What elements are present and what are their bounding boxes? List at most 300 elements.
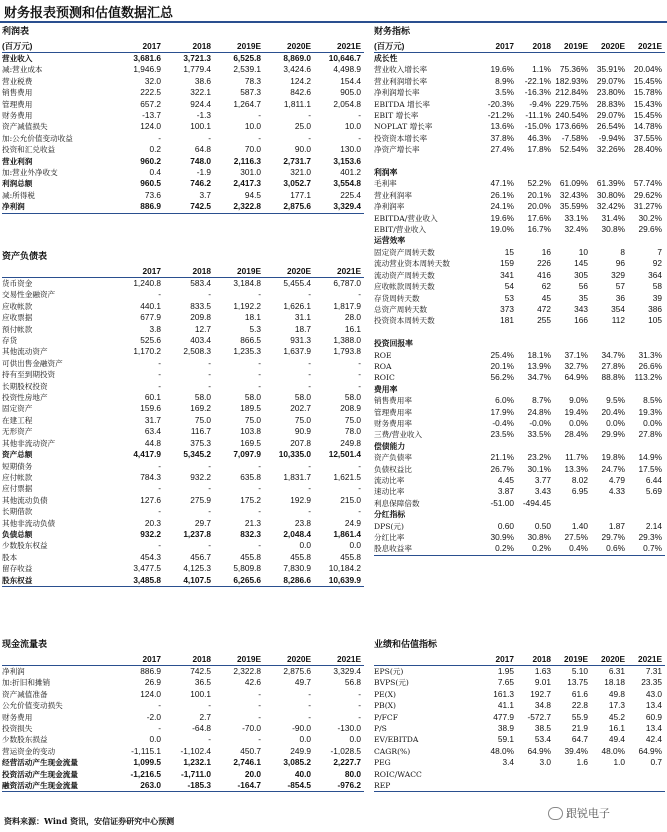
table-row xyxy=(374,689,665,700)
table-row xyxy=(2,677,364,688)
year-header: 2019E xyxy=(554,653,591,666)
cell-value: 0.0 xyxy=(299,540,311,551)
table-row xyxy=(374,76,665,87)
cell-value: 866.5 xyxy=(240,335,261,346)
cell-value: 3,477.5 xyxy=(133,563,161,574)
cell-value: 37.55% xyxy=(633,132,662,143)
table-row xyxy=(374,178,665,189)
row-label: 减:所得税 xyxy=(2,190,35,200)
row-label: 加:折旧和摊销 xyxy=(2,678,51,688)
row-label: 偿债能力 xyxy=(374,441,406,451)
cell-value: 75.0 xyxy=(194,414,211,425)
table-row xyxy=(2,426,364,437)
cell-value: 1,811.1 xyxy=(283,98,311,109)
cell-value: 22.8 xyxy=(571,700,588,711)
year-header: 2020E xyxy=(264,653,314,666)
cell-value xyxy=(591,156,628,167)
cell-value: 14.78% xyxy=(633,121,662,132)
row-label: EBITDA/营业收入 xyxy=(374,213,438,223)
table-row xyxy=(2,700,364,711)
cell-value: 57.74% xyxy=(633,178,662,189)
cell-value: 23.35 xyxy=(641,677,662,688)
cell-value: 7.31 xyxy=(645,666,662,676)
cell-value: 375.3 xyxy=(190,437,211,448)
table-row xyxy=(2,53,364,65)
cell-value: 0.0 xyxy=(149,734,161,745)
cell-value: - xyxy=(358,380,361,391)
cell-value: 130.0 xyxy=(340,144,361,155)
year-header: 2017 xyxy=(114,265,164,278)
cell-value: 30.9% xyxy=(490,532,514,543)
cell-value: 161.3 xyxy=(493,688,514,699)
valuation-metrics xyxy=(374,638,665,792)
table-row xyxy=(374,780,665,792)
units-label: (百万元) xyxy=(374,40,480,53)
row-label: 负债总额 xyxy=(2,529,33,539)
cell-value: 8.02 xyxy=(571,475,588,485)
cell-value: 373 xyxy=(500,303,514,314)
cell-value: 61.6 xyxy=(571,688,588,699)
row-label: 营业利润 xyxy=(2,156,33,166)
table-row xyxy=(2,712,364,723)
cell-value xyxy=(554,156,591,167)
cell-value: -90.0 xyxy=(292,723,311,734)
cell-value: 159.6 xyxy=(140,403,161,414)
cell-value: - xyxy=(208,734,211,745)
cell-value: - xyxy=(158,132,161,143)
cell-value: 0.2 xyxy=(149,144,161,155)
cell-value: 341 xyxy=(500,269,514,280)
cell-value: 100.1 xyxy=(190,688,211,699)
income-heading: 利润表 xyxy=(2,27,30,37)
table-row xyxy=(2,666,364,678)
group-row xyxy=(374,53,665,65)
row-label: PE(X) xyxy=(374,689,396,699)
row-label: PEG xyxy=(374,758,391,768)
table-row xyxy=(2,278,364,290)
row-label: EBIT 增长率 xyxy=(374,111,419,121)
cell-value: 455.8 xyxy=(340,551,361,562)
row-label: 交易性金融资产 xyxy=(2,290,56,300)
cell-value: 15.43% xyxy=(633,98,662,109)
row-label: 应收票据 xyxy=(2,313,33,323)
row-label: 运营效率 xyxy=(374,236,406,246)
cell-value: 301.0 xyxy=(240,167,261,178)
cell-value: 742.5 xyxy=(164,201,214,213)
cell-value xyxy=(591,498,628,509)
cell-value: 455.8 xyxy=(290,551,311,562)
cell-value: 37.1% xyxy=(564,349,588,360)
cell-value: 842.6 xyxy=(290,87,311,98)
cell-value: - xyxy=(258,357,261,368)
table-row xyxy=(374,327,665,338)
cell-value: - xyxy=(208,483,211,494)
watermark xyxy=(548,805,610,821)
cell-value: 23.2% xyxy=(527,452,551,463)
cell-value xyxy=(628,327,665,338)
cell-value: 677.9 xyxy=(140,312,161,323)
row-label: 投资活动产生现金流量 xyxy=(2,769,78,779)
cell-value: 62 xyxy=(541,281,551,292)
table-row xyxy=(374,190,665,201)
cell-value: 7 xyxy=(657,246,662,257)
cell-value: 64.8 xyxy=(194,144,211,155)
cell-value: 31.4% xyxy=(601,212,625,223)
table-row xyxy=(374,734,665,745)
cell-value xyxy=(554,441,591,452)
cell-value: 32.7% xyxy=(564,360,588,371)
cell-value: 4,107.5 xyxy=(164,575,214,587)
cell-value: - xyxy=(258,460,261,471)
table-row xyxy=(374,304,665,315)
cell-value: 0.2% xyxy=(480,543,517,555)
cell-value: 3,052.7 xyxy=(283,178,311,189)
row-label: 公允价值变动损失 xyxy=(2,701,63,711)
table-row xyxy=(2,133,364,144)
year-header: 2018 xyxy=(517,40,554,53)
cell-value: 587.3 xyxy=(240,87,261,98)
cell-value: 354 xyxy=(611,303,625,314)
cell-value: 8,869.0 xyxy=(283,53,311,63)
units-label xyxy=(374,653,480,666)
cell-value: 154.4 xyxy=(340,75,361,86)
year-header-row xyxy=(2,265,364,278)
table-row xyxy=(374,361,665,372)
valuation-table xyxy=(374,653,665,792)
cell-value: 3.77 xyxy=(534,475,551,485)
row-label: 资产减值准备 xyxy=(2,689,48,699)
cell-value: 3,329.4 xyxy=(333,666,361,676)
cell-value: 96 xyxy=(615,258,625,269)
cell-value: 19.8% xyxy=(601,452,625,463)
cell-value: 27.8% xyxy=(638,429,662,440)
row-label: 长期借款 xyxy=(2,507,33,517)
table-row xyxy=(2,144,364,155)
cell-value: 19.3% xyxy=(638,406,662,417)
cell-value: - xyxy=(258,110,261,121)
cell-value: 1,861.4 xyxy=(333,528,361,539)
balance-table xyxy=(2,265,364,587)
row-label: 财务费用 xyxy=(2,712,33,722)
cell-value: 748.0 xyxy=(190,155,211,166)
table-row xyxy=(374,99,665,110)
cell-value: - xyxy=(208,369,211,380)
cell-value: - xyxy=(258,289,261,300)
cell-value: -572.7 xyxy=(527,711,551,722)
row-label: 管理费用率 xyxy=(374,407,412,417)
cell-value: 1,237.8 xyxy=(183,528,211,539)
cell-value: 3,085.2 xyxy=(283,757,311,768)
row-label: 流动营业资本周转天数 xyxy=(374,259,450,269)
row-label: 股本 xyxy=(2,552,18,562)
cell-value: 13.4 xyxy=(645,723,662,734)
cell-value: -20.3% xyxy=(487,98,514,109)
cell-value: 1.0 xyxy=(613,757,625,768)
row-label: 减:营业成本 xyxy=(2,65,43,75)
table-row xyxy=(2,449,364,460)
cell-value: 1,626.1 xyxy=(283,300,311,311)
cell-value: 24.8% xyxy=(527,406,551,417)
row-label: 营业利润率 xyxy=(374,190,412,200)
cell-value: 3.5% xyxy=(495,87,514,98)
cell-value: 208.9 xyxy=(340,403,361,414)
table-row xyxy=(374,281,665,292)
table-row xyxy=(2,506,364,517)
row-label: EBIT/营业收入 xyxy=(374,225,427,235)
cell-value: 746.2 xyxy=(190,178,211,189)
cell-value: 3,153.6 xyxy=(333,155,361,166)
cell-value: 90.9 xyxy=(294,426,311,437)
row-label: 投资资本周转天数 xyxy=(374,316,435,326)
cell-value: - xyxy=(308,460,311,471)
row-label: BVPS(元) xyxy=(374,678,409,688)
cell-value: 5.69 xyxy=(645,486,662,497)
table-row xyxy=(374,213,665,224)
cell-value: - xyxy=(308,506,311,517)
cell-value: -0.0% xyxy=(529,417,551,428)
cell-value: 124.0 xyxy=(140,688,161,699)
row-label: 存货 xyxy=(2,336,18,346)
cell-value: - xyxy=(208,357,211,368)
cell-value: 1,637.9 xyxy=(283,346,311,357)
row-label: P/FCF xyxy=(374,712,399,722)
cell-value: 25.0 xyxy=(294,121,311,132)
cell-value: 58.0 xyxy=(194,392,211,403)
cell-value: - xyxy=(258,483,261,494)
cell-value: 23.80% xyxy=(596,87,625,98)
cell-value: 2,508.3 xyxy=(183,346,211,357)
cell-value: 17.6% xyxy=(527,212,551,223)
cell-value: 1.1% xyxy=(532,64,551,75)
row-label: 财务费用 xyxy=(2,111,33,121)
cell-value: - xyxy=(308,711,311,722)
cell-value: 2,875.6 xyxy=(283,666,311,676)
cell-value: 31.1 xyxy=(294,312,311,323)
cell-value: 18.1 xyxy=(244,312,261,323)
table-row xyxy=(2,346,364,357)
cell-value: 24.7% xyxy=(601,463,625,474)
cell-value: 450.7 xyxy=(240,745,261,756)
cell-value: 19.6% xyxy=(490,64,514,75)
cell-value: 226 xyxy=(537,258,551,269)
cell-value: 38.6 xyxy=(194,75,211,86)
cell-value: 21.3 xyxy=(244,517,261,528)
cell-value: 28.0 xyxy=(344,312,361,323)
cell-value: 4.33 xyxy=(608,486,625,497)
cell-value: 189.5 xyxy=(240,403,261,414)
cell-value: 1,779.4 xyxy=(183,64,211,75)
cell-value: 29.07% xyxy=(596,110,625,121)
cell-value: 177.1 xyxy=(290,189,311,200)
cashflow-table xyxy=(2,653,364,792)
cell-value: 0.0 xyxy=(349,734,361,745)
table-row xyxy=(2,76,364,87)
cell-value: 19.0% xyxy=(490,224,514,235)
cell-value: 222.5 xyxy=(140,87,161,98)
cell-value: 4.79 xyxy=(608,475,625,485)
cell-value: 33.5% xyxy=(527,429,551,440)
table-row xyxy=(2,190,364,201)
row-label: 营业税费 xyxy=(2,76,33,86)
table-row xyxy=(374,64,665,75)
cell-value: 255 xyxy=(537,315,551,326)
cell-value: 124.0 xyxy=(140,121,161,132)
cell-value xyxy=(591,384,628,395)
cell-value: 932.2 xyxy=(190,471,211,482)
table-row xyxy=(2,64,364,75)
cell-value: 13.6% xyxy=(490,121,514,132)
cell-value: 38.5 xyxy=(534,723,551,734)
cell-value: 31.27% xyxy=(633,201,662,212)
row-label: EBITDA 增长率 xyxy=(374,99,430,109)
cell-value: 32.42% xyxy=(596,201,625,212)
row-label: 营业收入增长率 xyxy=(374,65,428,75)
cell-value: 472 xyxy=(537,303,551,314)
cell-value: 8 xyxy=(620,246,625,257)
cell-value: 26.54% xyxy=(596,121,625,132)
cell-value: 6.44 xyxy=(645,475,662,485)
cell-value: 833.5 xyxy=(190,300,211,311)
cell-value: 4,417.9 xyxy=(133,449,161,460)
row-label: 成长性 xyxy=(374,54,398,63)
cell-value: 10.0 xyxy=(244,121,261,132)
cell-value: 52.2% xyxy=(527,178,551,189)
cell-value: 35.59% xyxy=(559,201,588,212)
cell-value xyxy=(517,156,554,167)
year-header: 2021E xyxy=(628,653,665,666)
cell-value: 0.0 xyxy=(299,734,311,745)
row-label: 三费/营业收入 xyxy=(374,430,423,440)
cell-value: 15.45% xyxy=(633,110,662,121)
cell-value: 64.7 xyxy=(571,734,588,745)
cell-value: - xyxy=(258,734,261,745)
cell-value: 56.8 xyxy=(344,677,361,688)
cell-value: 19.6% xyxy=(490,212,514,223)
table-row xyxy=(374,350,665,361)
cell-value: 4,498.9 xyxy=(333,64,361,75)
cell-value xyxy=(591,769,628,780)
cell-value: 10,646.7 xyxy=(328,53,361,63)
cell-value: 0.4% xyxy=(554,543,591,555)
year-header-row xyxy=(2,653,364,666)
year-header: 2019E xyxy=(214,40,264,53)
cell-value: 29.6% xyxy=(638,224,662,235)
cell-value: 30.1% xyxy=(527,463,551,474)
table-row xyxy=(2,495,364,506)
cell-value: 53.4 xyxy=(534,734,551,745)
cell-value: 6,525.8 xyxy=(233,53,261,63)
cell-value: 15.45% xyxy=(633,75,662,86)
row-label: 加:营业外净收支 xyxy=(2,168,58,178)
row-label: 净利润 xyxy=(2,201,114,213)
table-row xyxy=(374,315,665,326)
cell-value: - xyxy=(358,110,361,121)
cell-value: 32.43% xyxy=(559,189,588,200)
cell-value: - xyxy=(258,369,261,380)
cell-value: 5,455.4 xyxy=(283,278,311,288)
cell-value: 43.0 xyxy=(645,688,662,699)
cell-value: 905.0 xyxy=(340,87,361,98)
table-row xyxy=(2,156,364,167)
row-label: 其他流动负债 xyxy=(2,495,48,505)
table-row xyxy=(374,201,665,212)
cell-value: 1,388.0 xyxy=(333,335,361,346)
table-row xyxy=(2,335,364,346)
cell-value: 635.8 xyxy=(240,471,261,482)
cell-value: 58.0 xyxy=(294,392,311,403)
cell-value: 924.4 xyxy=(190,98,211,109)
row-label: 总资产周转天数 xyxy=(374,304,428,314)
cell-value: 17.3 xyxy=(608,700,625,711)
cell-value: 2,054.8 xyxy=(333,98,361,109)
cell-value: 6,787.0 xyxy=(333,278,361,288)
cell-value: 10,335.0 xyxy=(278,449,311,460)
table-row xyxy=(374,712,665,723)
cell-value: 4,125.3 xyxy=(183,563,211,574)
cell-value: 215.0 xyxy=(340,494,361,505)
table-row xyxy=(374,452,665,463)
year-header: 2021E xyxy=(628,40,665,53)
row-label: 分红比率 xyxy=(374,533,405,543)
row-label: 利润总额 xyxy=(2,179,33,189)
row-label: 流动比率 xyxy=(374,476,405,485)
cell-value: 27.4% xyxy=(490,144,514,155)
cell-value: -7.58% xyxy=(561,132,588,143)
cell-value: - xyxy=(358,460,361,471)
year-header: 2017 xyxy=(480,653,517,666)
cell-value: 4.45 xyxy=(497,475,514,485)
table-row xyxy=(374,464,665,475)
valuation-heading: 业绩和估值指标 xyxy=(374,640,438,650)
cell-value: -13.7 xyxy=(142,110,161,121)
cell-value: 30.8% xyxy=(601,224,625,235)
cell-value: 9.0% xyxy=(569,395,588,406)
cell-value: -494.45 xyxy=(522,497,551,508)
row-label: REP xyxy=(374,780,480,792)
row-label: 投资回报率 xyxy=(374,339,413,349)
cell-value: 20.0% xyxy=(527,201,551,212)
cell-value: 9.5% xyxy=(606,395,625,406)
row-label: 其他非流动资产 xyxy=(2,438,56,448)
units-label xyxy=(2,265,114,278)
cell-value: 59.1 xyxy=(497,734,514,745)
cell-value xyxy=(517,441,554,452)
cell-value xyxy=(554,338,591,349)
cell-value: 20.1% xyxy=(527,189,551,200)
cell-value: 13.75 xyxy=(567,677,588,688)
cell-value: 80.0 xyxy=(344,768,361,779)
table-row xyxy=(374,700,665,711)
table-row xyxy=(374,372,665,383)
cell-value: 386 xyxy=(648,303,662,314)
cell-value: 26.6% xyxy=(638,360,662,371)
cell-value: 0.6% xyxy=(591,543,628,555)
cell-value xyxy=(517,384,554,395)
cell-value: 29.07% xyxy=(596,75,625,86)
balance-sheet xyxy=(2,250,365,587)
cell-value: 175.2 xyxy=(240,494,261,505)
cell-value: 29.9% xyxy=(601,429,625,440)
cell-value: 960.2 xyxy=(140,155,161,166)
cell-value xyxy=(480,235,517,246)
cell-value: 16.1 xyxy=(344,323,361,334)
cell-value: 364 xyxy=(648,269,662,280)
cell-value: -130.0 xyxy=(337,723,361,734)
cell-value: 29.7% xyxy=(601,532,625,543)
row-label: EV/EBITDA xyxy=(374,735,419,745)
table-row xyxy=(2,403,364,414)
year-header-row xyxy=(374,40,665,53)
